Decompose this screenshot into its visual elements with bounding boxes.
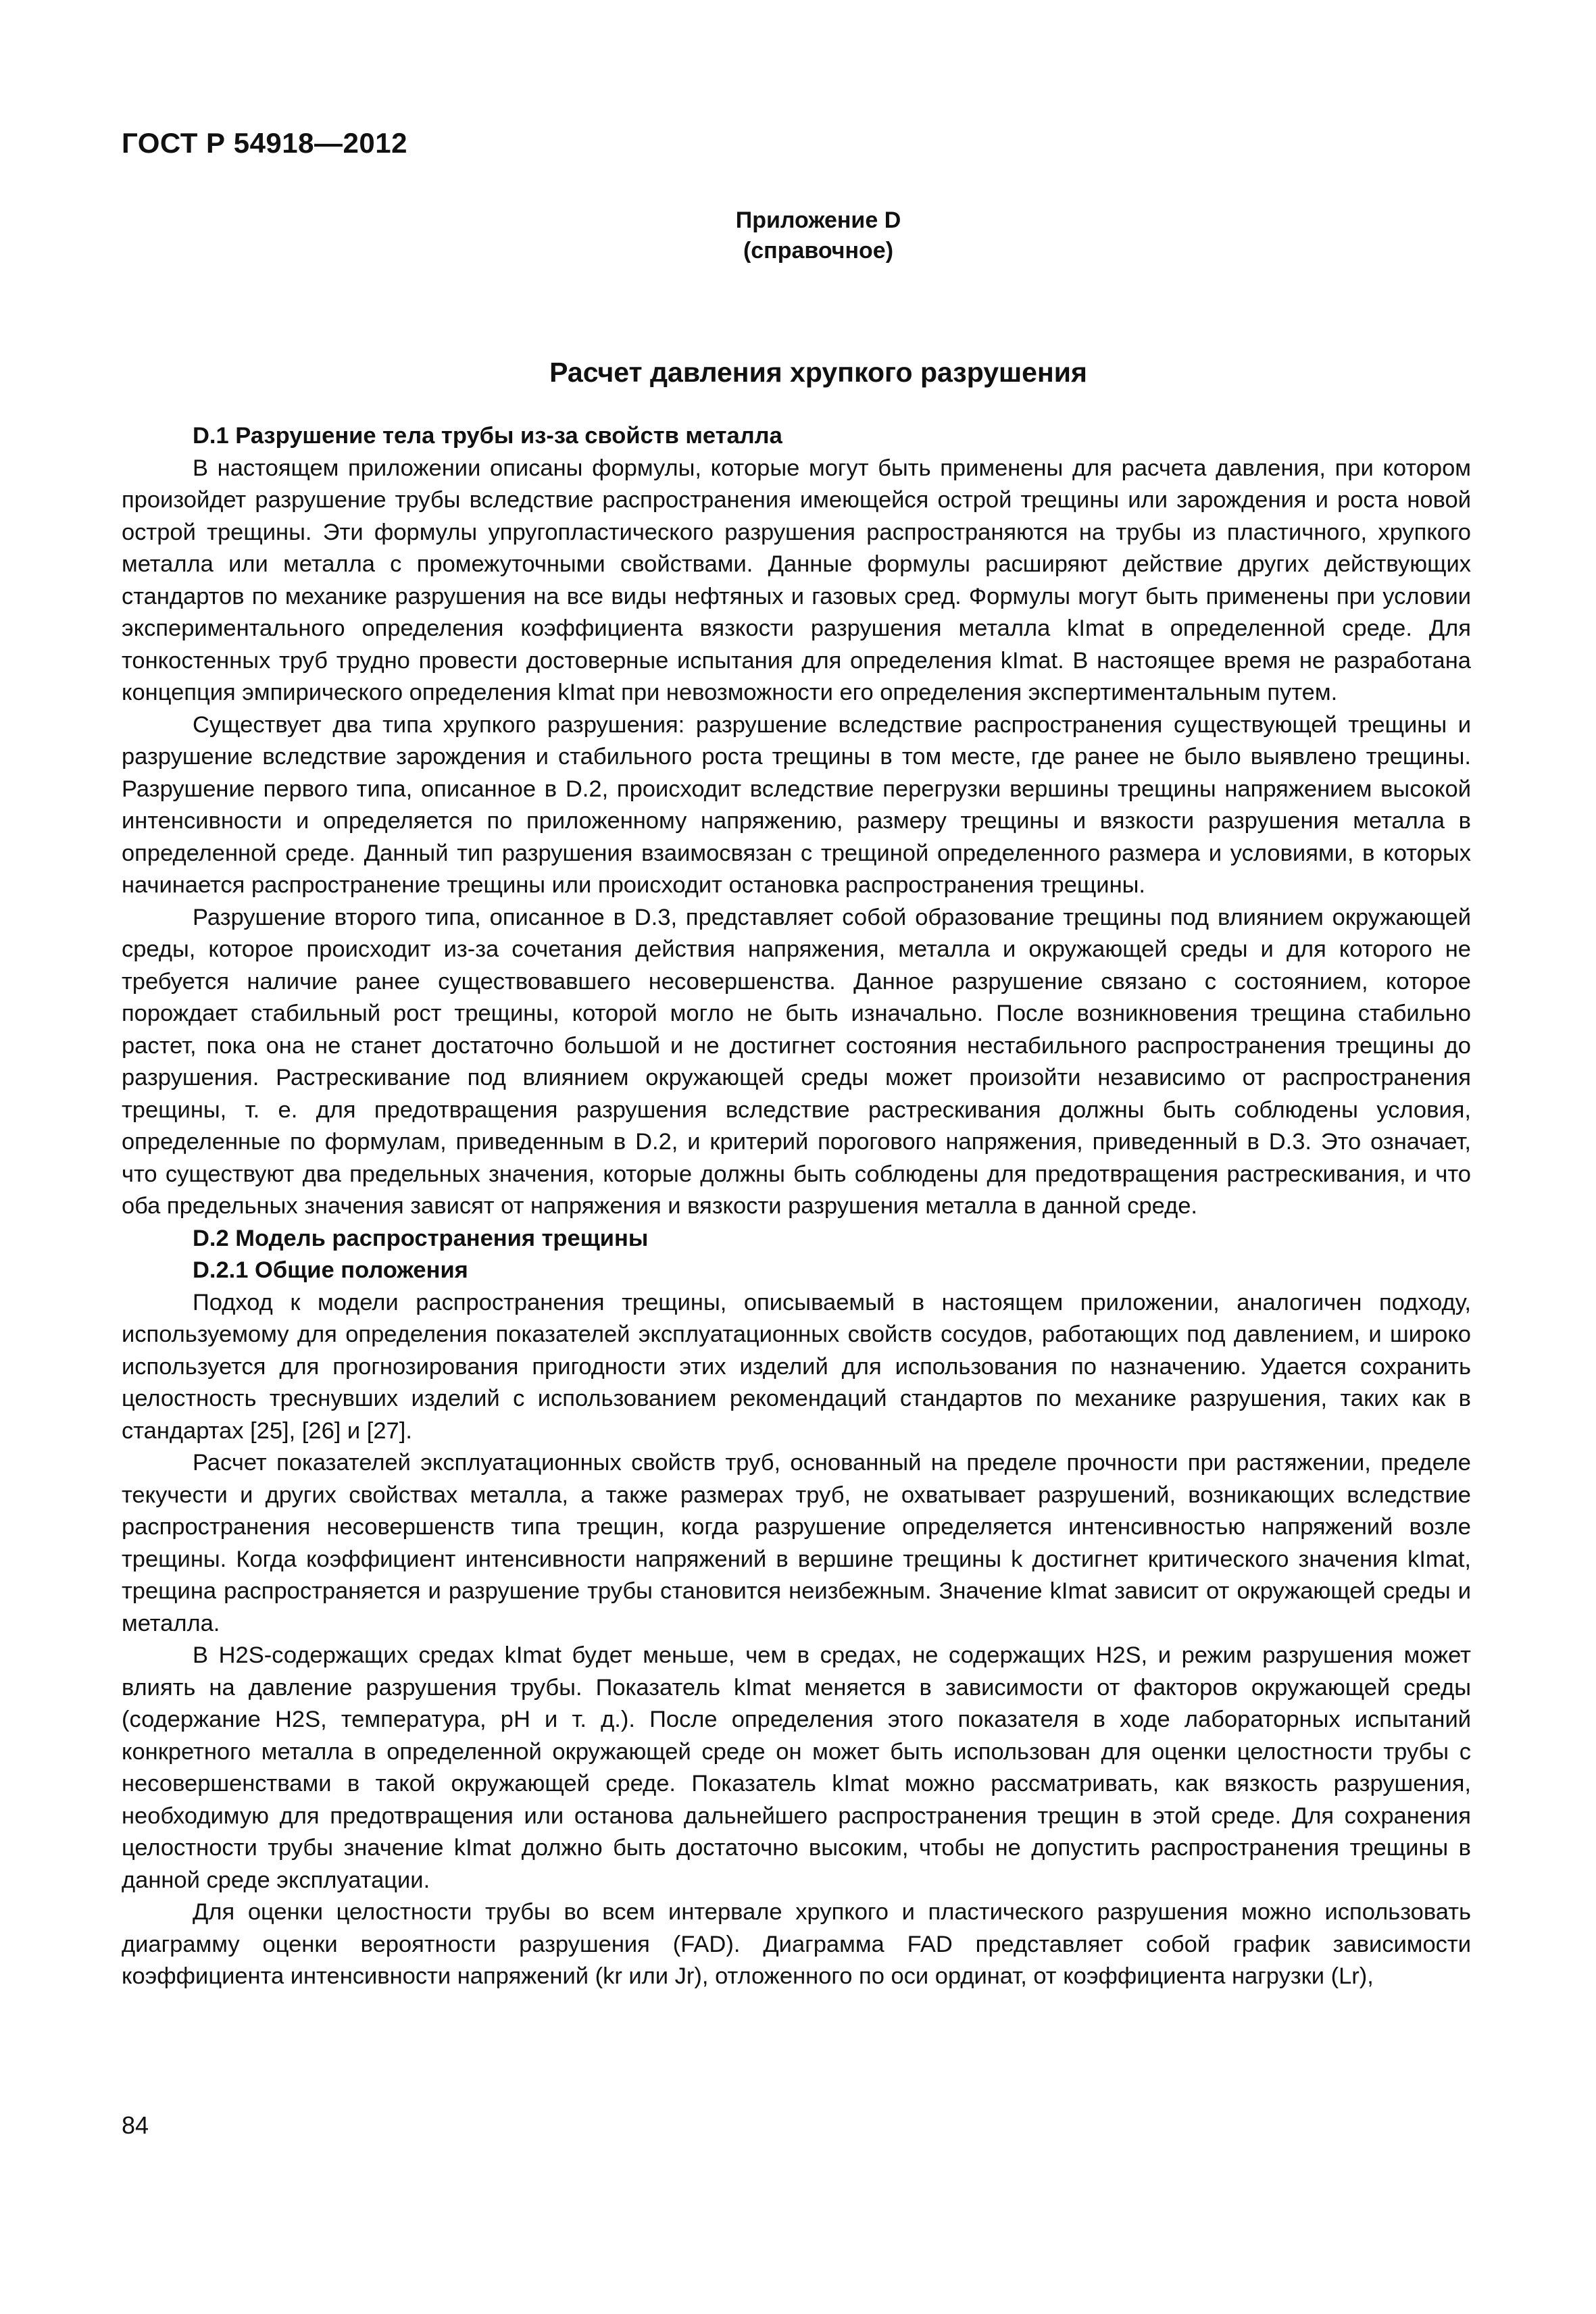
- appendix-kind: (справочное): [743, 238, 894, 263]
- paragraph: В настоящем приложении описаны формулы, которые могут быть применены для расчета давления, при котором произойдет разрушение трубы вследствие распространения имеющейся острой трещины или зарождения и роста новой острой трещины. Эти формулы упругопластического разрушения распространяются на трубы из пластичного, хрупкого металла или металла с промежуточными свойствами. Данные формулы расширяют действие других действующих стандартов по механике разрушения на все виды нефтяных и газовых сред. Формулы могут быть применены при условии экспериментального определения коэффициента вязкости разрушения металла kImat в определенной среде. Для тонкостенных труб трудно провести достоверные испытания для определения kImat. В настоящее время не разработана концепция эмпирического определения kImat при невозможности его определения экспертиментальным путем.: [122, 455, 1471, 705]
- appendix-title: Расчет давления хрупкого разрушения: [549, 357, 1087, 388]
- standard-code: ГОСТ Р 54918—2012: [122, 127, 407, 159]
- section-heading-d2: D.2 Модель распространения трещины: [193, 1225, 649, 1251]
- paragraph: Для оценки целостности трубы во всем интервале хрупкого и пластического разрушения можно использовать диаграмму оценки вероятности разрушения (FAD). Диаграмма FAD представляет собой график зависимости коэффициента интенсивности напряжений (kr или Jr), отложенного по оси ординат, от коэффициента нагрузки (Lr),: [122, 1899, 1471, 1989]
- page-number: 84: [122, 2111, 149, 2139]
- paragraph: Существует два типа хрупкого разрушения: разрушение вследствие распространения существующей трещины и разрушение вследствие зарождения и стабильного роста трещины в том месте, где ранее не было выявлено трещины. Разрушение первого типа, описанное в D.2, происходит вследствие перегрузки вершины трещины напряжением высокой интенсивности и определяется по приложенному напряжению, размеру трещины и вязкости разрушения металла в определенной среде. Данный тип разрушения взаимосвязан с трещиной определенного размера и условиями, в которых начинается распространение трещины или происходит остановка распространения трещины.: [122, 711, 1471, 898]
- appendix-header: [0, 205, 1596, 266]
- document-body: [122, 420, 1471, 1993]
- section-heading-d21: D.2.1 Общие положения: [193, 1257, 468, 1283]
- section-heading-d1: D.1 Разрушение тела трубы из-за свойств металла: [193, 423, 782, 449]
- appendix-label: Приложение D: [735, 207, 901, 233]
- paragraph: Подход к модели распространения трещины, описываемый в настоящем приложении, аналогичен подходу, используемому для определения показателей эксплуатационных свойств сосудов, работающих под давлением, и широко используется для прогнозирования пригодности этих изделий для использования по назначению. Удается сохранить целостность треснувших изделий с использованием рекомендаций стандартов по механике разрушения, таких как в стандартах [25], [26] и [27].: [122, 1289, 1471, 1444]
- paragraph: Расчет показателей эксплуатационных свойств труб, основанный на пределе прочности при растяжении, пределе текучести и других свойствах металла, а также размерах труб, не охватывает разрушений, возникающих вследствие распространения несовершенств типа трещин, когда разрушение определяется интенсивностью напряжений возле трещины. Когда коэффициент интенсивности напряжений в вершине трещины k достигнет критического значения kImat, трещина распространяется и разрушение трубы становится неизбежным. Значение kImat зависит от окружающей среды и металла.: [122, 1450, 1471, 1636]
- paragraph: В H2S-содержащих средах kImat будет меньше, чем в средах, не содержащих H2S, и режим разрушения может влиять на давление разрушения трубы. Показатель kImat меняется в зависимости от факторов окружающей среды (содержание H2S, температура, pH и т. д.). После определения этого показателя в ходе лабораторных испытаний конкретного металла в определенной окружающей среде он может быть использован для оценки целостности трубы с несовершенствами в такой окружающей среде. Показатель kImat можно рассматривать, как вязкость разрушения, необходимую для предотвращения или останова дальнейшего распространения трещин в этой среде. Для сохранения целостности трубы значение kImat должно быть достаточно высоким, чтобы не допустить распространения трещины в данной среде эксплуатации.: [122, 1642, 1471, 1893]
- paragraph: Разрушение второго типа, описанное в D.3, представляет собой образование трещины под влиянием окружающей среды, которое происходит из-за сочетания действия напряжения, металла и окружающей среды и для которого не требуется наличие ранее существовавшего несовершенства. Данное разрушение связано с состоянием, которое порождает стабильный рост трещины, которой могло не быть изначально. После возникновения трещина стабильно растет, пока она не станет достаточно большой и не достигнет состояния нестабильного распространения трещины до разрушения. Растрескивание под влиянием окружающей среды может произойти независимо от распространения трещины, т. е. для предотвращения разрушения вследствие растрескивания должны быть соблюдены условия, определенные по формулам, приведенным в D.2, и критерий порогового напряжения, приведенный в D.3. Это означает, что существуют два предельных значения, которые должны быть соблюдены для предотвращения растрескивания, и что оба предельных значения зависят от напряжения и вязкости разрушения металла в данной среде.: [122, 904, 1471, 1219]
